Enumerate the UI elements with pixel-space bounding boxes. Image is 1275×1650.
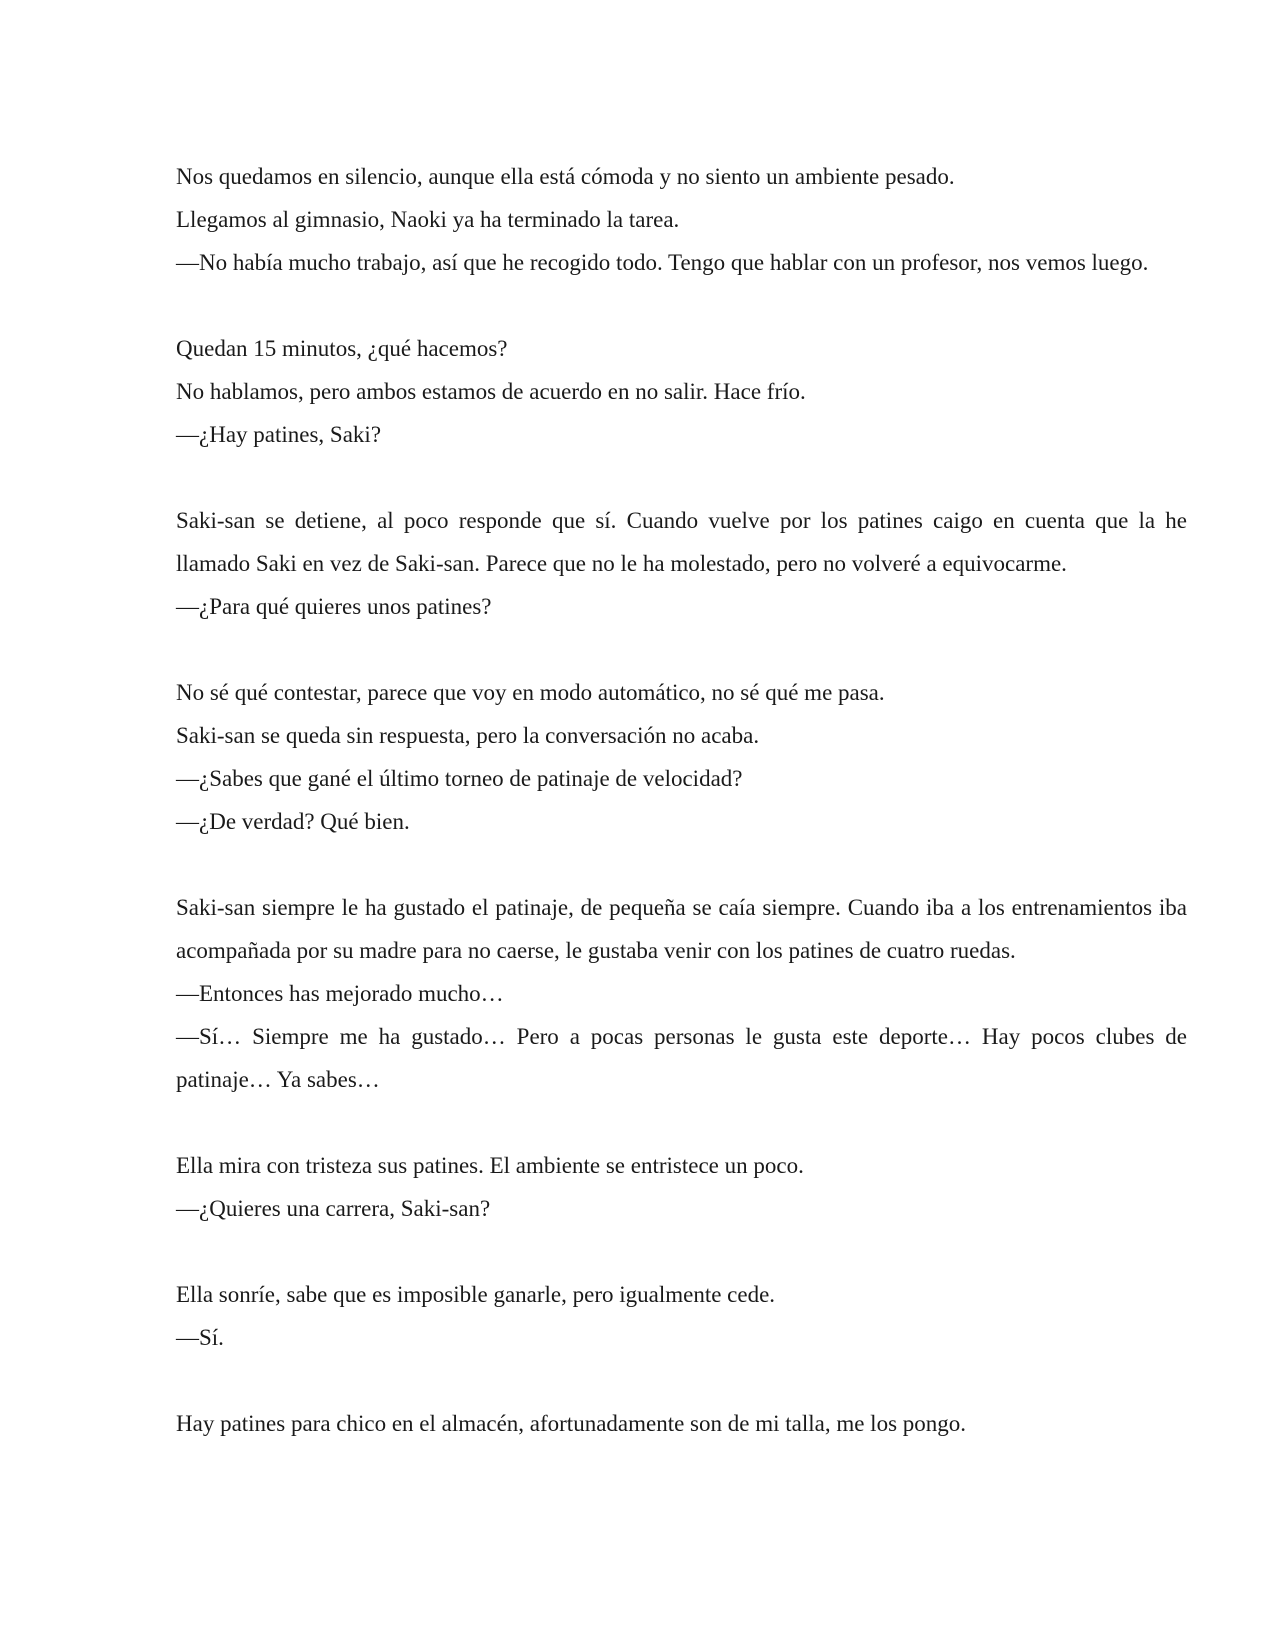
paragraph: —¿Sabes que gané el último torneo de patinaje de velocidad?	[176, 766, 743, 791]
paragraph: Saki-san se queda sin respuesta, pero la conversación no acaba.	[176, 723, 760, 748]
paragraph: Nos quedamos en silencio, aunque ella está cómoda y no siento un ambiente pesado.	[176, 164, 955, 189]
paragraph: Saki-san siempre le ha gustado el patinaje, de pequeña se caía siempre. Cuando iba a los entrenamientos iba acompañada por su madre para no caerse, le gustaba venir con los patines de cuatro ruedas.	[176, 895, 1187, 963]
paragraph: —Sí.	[176, 1325, 224, 1350]
paragraph: No hablamos, pero ambos estamos de acuerdo en no salir. Hace frío.	[176, 379, 806, 404]
paragraph: —¿Quieres una carrera, Saki-san?	[176, 1196, 491, 1221]
paragraph: —¿Hay patines, Saki?	[176, 422, 382, 447]
paragraph: —Sí… Siempre me ha gustado… Pero a pocas personas le gusta este deporte… Hay pocos clubes de patinaje… Ya sabes…	[176, 1024, 1187, 1092]
paragraph: Ella sonríe, sabe que es imposible ganarle, pero igualmente cede.	[176, 1282, 776, 1307]
paragraph: No sé qué contestar, parece que voy en modo automático, no sé qué me pasa.	[176, 680, 885, 705]
paragraph: —¿Para qué quieres unos patines?	[176, 594, 492, 619]
document-body	[176, 155, 1187, 1445]
paragraph: Quedan 15 minutos, ¿qué hacemos?	[176, 336, 508, 361]
paragraph: Ella mira con tristeza sus patines. El ambiente se entristece un poco.	[176, 1153, 804, 1178]
paragraph: —No había mucho trabajo, así que he recogido todo. Tengo que hablar con un profesor, nos vemos luego.	[176, 250, 1149, 275]
paragraph: Hay patines para chico en el almacén, afortunadamente son de mi talla, me los pongo.	[176, 1411, 967, 1436]
paragraph: —¿De verdad? Qué bien.	[176, 809, 410, 834]
paragraph: Llegamos al gimnasio, Naoki ya ha terminado la tarea.	[176, 207, 680, 232]
paragraph: Saki-san se detiene, al poco responde que sí. Cuando vuelve por los patines caigo en cuenta que la he llamado Saki en vez de Saki-san. Parece que no le ha molestado, pero no volveré a equivocarme.	[176, 508, 1187, 576]
paragraph: —Entonces has mejorado mucho…	[176, 981, 504, 1006]
